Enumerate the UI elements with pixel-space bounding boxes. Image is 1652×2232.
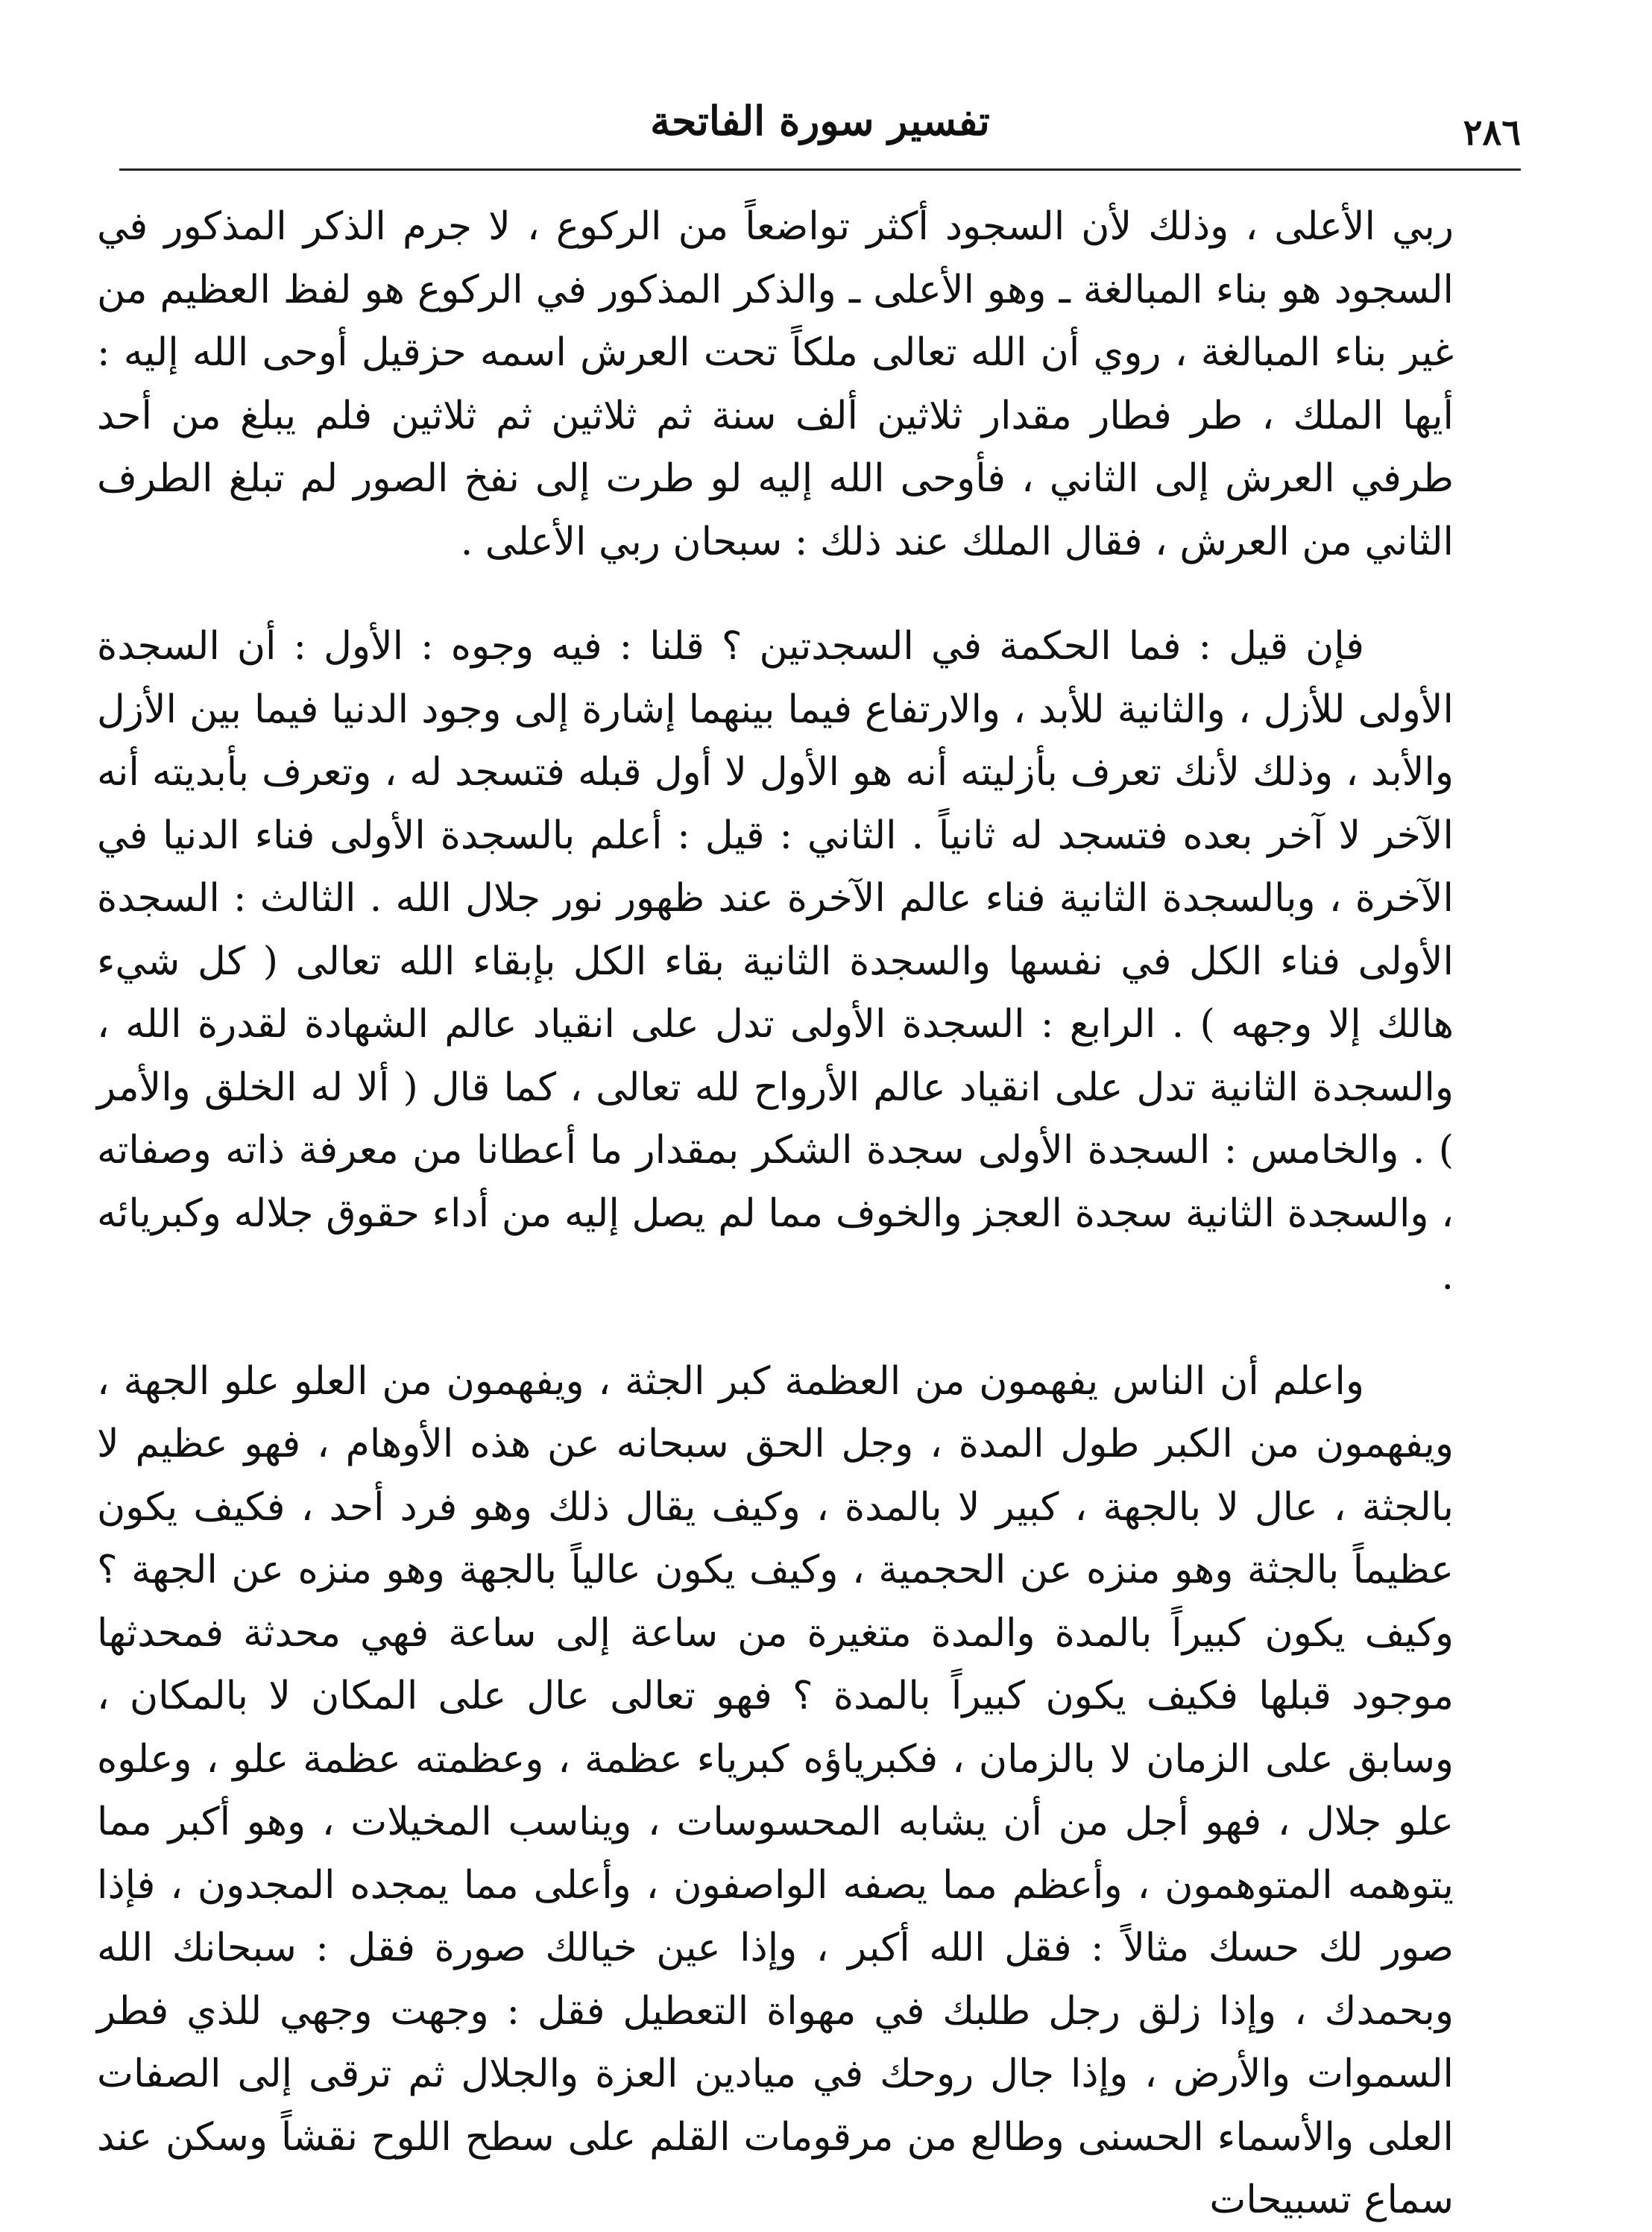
page-number: ٢٨٦ (1463, 112, 1521, 154)
header-divider (119, 168, 1521, 171)
paragraph-1: ربي الأعلى ، وذلك لأن السجود أكثر تواضعاً من الركوع ، لا جرم الذكر المذكور في السجود هو بناء المبالغة ـ وهو الأعلى ـ والذكر المذكور في الركوع هو لفظ العظيم من غير بناء المبالغة ، روي أن الله تعالى ملكاً تحت العرش اسمه حزقيل أوحى الله إليه : أيها الملك ، طر فطار مقدار ثلاثين ألف سنة ثم ثلاثين ثم ثلاثين فلم يبلغ من أحد طرفي العرش إلى الثاني ، فأوحى الله إليه لو طرت إلى نفخ الصور لم تبلغ الطرف الثاني من العرش ، فقال الملك عند ذلك : سبحان ربي الأعلى . (97, 204, 1454, 564)
paragraph-2: فإن قيل : فما الحكمة في السجدتين ؟ قلنا : فيه وجوه : الأول : أن السجدة الأولى للأزل ، والثانية للأبد ، والارتفاع فيما بينهما إشارة إلى وجود الدنيا فيما بين الأزل والأبد ، وذلك لأنك تعرف بأزليته أنه هو الأول لا أول قبله فتسجد له ، وتعرف بأبديته أنه الآخر لا آخر بعده فتسجد له ثانياً . الثاني : قيل : أعلم بالسجدة الأولى فناء الدنيا في الآخرة ، وبالسجدة الثانية فناء عالم الآخرة عند ظهور نور جلال الله . الثالث : السجدة الأولى فناء الكل في نفسها والسجدة الثانية بقاء الكل بإبقاء الله تعالى ( كل شيء هالك إلا وجهه ) . الرابع : السجدة الأولى تدل على انقياد عالم الشهادة لقدرة الله ، والسجدة الثانية تدل على انقياد عالم الأرواح لله تعالى ، كما قال ( ألا له الخلق والأمر ) . والخامس : السجدة الأولى سجدة الشكر بمقدار ما أعطانا من معرفة ذاته وصفاته ، والسجدة الثانية سجدة العجز والخوف مما لم يصل إليه من أداء حقوق جلاله وكبريائه . (97, 624, 1454, 1299)
page-body (97, 195, 1454, 2232)
page-header (119, 89, 1521, 171)
paragraph-3: واعلم أن الناس يفهمون من العظمة كبر الجثة ، ويفهمون من العلو علو الجهة ، ويفهمون من الكبر طول المدة ، وجل الحق سبحانه عن هذه الأوهام ، فهو عظيم لا بالجثة ، عال لا بالجهة ، كبير لا بالمدة ، وكيف يقال ذلك وهو فرد أحد ، فكيف يكون عظيماً بالجثة وهو منزه عن الحجمية ، وكيف يكون عالياً بالجهة وهو منزه عن الجهة ؟ وكيف يكون كبيراً بالمدة والمدة متغيرة من ساعة إلى ساعة فهي محدثة فمحدثها موجود قبلها فكيف يكون كبيراً بالمدة ؟ فهو تعالى عال على المكان لا بالمكان ، وسابق على الزمان لا بالزمان ، فكبرياؤه كبرياء عظمة ، وعظمته عظمة علو ، وعلوه علو جلال ، فهو أجل من أن يشابه المحسوسات ، ويناسب المخيلات ، وهو أكبر مما يتوهمه المتوهمون ، وأعظم مما يصفه الواصفون ، وأعلى مما يمجده المجدون ، فإذا صور لك حسك مثالاً : فقل الله أكبر ، وإذا عين خيالك صورة فقل : سبحانك الله وبحمدك ، وإذا زلق رجل طلبك في مهواة التعطيل فقل : وجهت وجهي للذي فطر السموات والأرض ، وإذا جال روحك في ميادين العزة والجلال ثم ترقى إلى الصفات العلى والأسماء الحسنى وطالع من مرقومات القلم على سطح اللوح نقشاً وسكن عند سماع تسبيحات (97, 1358, 1454, 2222)
running-title: تفسير سورة الفاتحة (650, 97, 990, 145)
